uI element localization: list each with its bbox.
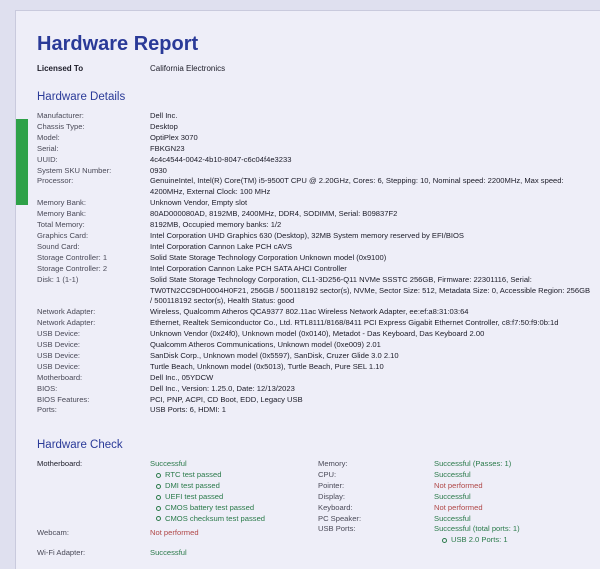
detail-label: Graphics Card:: [37, 230, 89, 240]
detail-label: Motherboard:: [37, 372, 83, 382]
check-status: Successful: [434, 513, 471, 523]
hardware-details-heading: Hardware Details: [37, 91, 126, 103]
detail-label: Storage Controller: 2: [37, 263, 108, 273]
check-right-column: [318, 459, 588, 535]
detail-value: Solid State Storage Technology Corporation, CL1-3D256-Q11 NVMe SSSTC 256GB, Firmware: 22301116, Serial: TW0TN2CC9DH0004H0F21, 256GB / 500118192 sector(s), NVMe, Sector Size: 512, Metadata Size: 0, Accessible Region: 256GB / 500118192 sector(s), Health Status: good: [150, 274, 591, 306]
detail-value: Dell Inc.: [150, 111, 178, 120]
window-accent-strip: [16, 119, 28, 205]
detail-value: Intel Corporation Cannon Lake PCH cAVS: [150, 241, 293, 251]
detail-value: GenuineIntel, Intel(R) Core(TM) i5-9500T CPU @ 2.20GHz, Cores: 6, Stepping: 10, Nominal speed: 2200MHz, Max speed: 4200MHz, External Clock: 100 MHz: [150, 176, 564, 197]
detail-row: [37, 144, 593, 155]
detail-row: [37, 340, 593, 351]
detail-row: [37, 351, 593, 362]
detail-value: Wireless, Qualcomm Atheros QCA9377 802.11ac Wireless Network Adapter, ee:ef:a8:31:03:64: [150, 307, 469, 317]
detail-row: [37, 166, 593, 177]
detail-row: [37, 275, 593, 308]
detail-label: Network Adapter:: [37, 307, 96, 317]
detail-value: Unknown Vendor (0x24f0), Unknown model (0x0140), Metadot - Das Keyboard, Das Keyboard 2.00: [150, 329, 485, 339]
check-label: CPU:: [318, 469, 337, 479]
detail-row: [37, 384, 593, 395]
detail-value: Solid State Storage Technology Corporation Unknown model (0x9100): [150, 252, 387, 262]
check-label: Pointer:: [318, 480, 345, 490]
list-item: CMOS battery test passed: [156, 503, 320, 514]
bullet-icon: [156, 473, 161, 478]
detail-row: [37, 209, 593, 220]
detail-label: Processor:: [37, 176, 74, 186]
bullet-icon: [156, 495, 161, 500]
detail-label: Model:: [37, 132, 60, 142]
detail-value: Dell Inc., 05YDCW: [150, 372, 214, 382]
bullet-icon: [442, 538, 447, 543]
detail-label: Chassis Type:: [37, 121, 85, 131]
detail-label: USB Device:: [37, 329, 81, 339]
check-status: Successful: [434, 491, 471, 501]
check-webcam-status: Not performed: [150, 528, 199, 537]
list-item: CMOS checksum test passed: [156, 514, 320, 525]
licensed-to-value: California Electronics: [150, 64, 226, 73]
check-webcam-label: Webcam:: [37, 528, 69, 537]
licensed-to-label: Licensed To: [37, 64, 84, 73]
detail-value: SanDisk Corp., Unknown model (0x5597), SanDisk, Cruzer Glide 3.0 2.10: [150, 350, 399, 360]
detail-row: [37, 198, 593, 209]
detail-value: 0930: [150, 165, 167, 175]
check-motherboard-block: [150, 459, 320, 524]
check-row: [318, 503, 588, 514]
detail-value: OptiPlex 3070: [150, 132, 198, 142]
detail-row: [37, 362, 593, 373]
detail-row: [37, 122, 593, 133]
check-row: [318, 459, 588, 470]
detail-label: Memory Bank:: [37, 209, 86, 219]
check-label: PC Speaker:: [318, 513, 362, 523]
check-status: Successful (Passes: 1): [434, 459, 512, 468]
detail-label: Ports:: [37, 405, 57, 415]
detail-label: Total Memory:: [37, 220, 85, 230]
detail-row: [37, 155, 593, 166]
hardware-details-table: [37, 111, 593, 416]
detail-label: Network Adapter:: [37, 318, 96, 328]
check-status: Not performed: [434, 480, 483, 490]
detail-value: Unknown Vendor, Empty slot: [150, 198, 248, 208]
check-status: Not performed: [434, 502, 483, 512]
detail-label: Memory Bank:: [37, 198, 86, 208]
check-row: [318, 492, 588, 503]
detail-row: [37, 242, 593, 253]
check-label: Keyboard:: [318, 502, 353, 512]
detail-label: BIOS:: [37, 383, 58, 393]
detail-label: USB Device:: [37, 361, 81, 371]
detail-label: BIOS Features:: [37, 394, 90, 404]
detail-row: [37, 318, 593, 329]
detail-value: Ethernet, Realtek Semiconductor Co., Ltd. RTL8111/8168/8411 PCI Express Gigabit Ethernet Controller, c8:f7:50:f9:0b:1d: [150, 318, 559, 328]
report-page: [15, 10, 600, 569]
detail-value: 8192MB, Occupied memory banks: 1/2: [150, 220, 282, 230]
bullet-icon: [156, 516, 161, 521]
detail-label: System SKU Number:: [37, 165, 112, 175]
check-motherboard-label: Motherboard:: [37, 459, 83, 468]
detail-label: USB Device:: [37, 350, 81, 360]
check-row: [318, 470, 588, 481]
detail-row: [37, 264, 593, 275]
detail-row: [37, 220, 593, 231]
hardware-check-heading: Hardware Check: [37, 439, 123, 451]
detail-label: Disk: 1 (1-1): [37, 274, 79, 284]
detail-value: PCI, PNP, ACPI, CD Boot, EDD, Legacy USB: [150, 394, 303, 404]
detail-value: Dell Inc., Version: 1.25.0, Date: 12/13/2023: [150, 383, 295, 393]
detail-value: Turtle Beach, Unknown model (0x5013), Turtle Beach, Pure SEL 1.10: [150, 361, 384, 371]
detail-row: [37, 253, 593, 264]
motherboard-tests-list: [150, 470, 320, 525]
check-row: [318, 524, 588, 535]
detail-row: [37, 405, 593, 416]
detail-label: UUID:: [37, 154, 58, 164]
detail-label: Serial:: [37, 143, 59, 153]
check-label: USB Ports:: [318, 524, 356, 534]
detail-row: [37, 373, 593, 384]
detail-row: [37, 111, 593, 122]
check-label: Display:: [318, 491, 346, 501]
list-item: DMI test passed: [156, 481, 320, 492]
detail-value: Intel Corporation UHD Graphics 630 (Desktop), 32MB System memory reserved by EFI/BIOS: [150, 230, 464, 240]
detail-label: Sound Card:: [37, 241, 80, 251]
list-item: RTC test passed: [156, 470, 320, 481]
usb-ports-sub: [436, 535, 586, 546]
detail-label: USB Device:: [37, 340, 81, 350]
page-title: Hardware Report: [37, 33, 199, 55]
detail-value: Intel Corporation Cannon Lake PCH SATA AHCI Controller: [150, 263, 347, 273]
check-motherboard-status: Successful: [150, 459, 187, 468]
detail-value: USB Ports: 6, HDMI: 1: [150, 405, 226, 415]
bullet-icon: [156, 484, 161, 489]
check-wifi-status: Successful: [150, 548, 187, 557]
check-row: [318, 514, 588, 525]
detail-label: Manufacturer:: [37, 111, 84, 120]
list-item: USB 2.0 Ports: 1: [442, 535, 586, 546]
detail-row: [37, 329, 593, 340]
check-row: [318, 481, 588, 492]
detail-value: FBKGN23: [150, 143, 185, 153]
check-wifi-label: Wi-Fi Adapter:: [37, 548, 86, 557]
list-item: UEFI test passed: [156, 492, 320, 503]
detail-label: Storage Controller: 1: [37, 252, 108, 262]
detail-row: [37, 395, 593, 406]
bullet-icon: [156, 506, 161, 511]
detail-value: Desktop: [150, 121, 178, 131]
check-status: Successful: [434, 469, 471, 479]
detail-value: 4c4c4544-0042-4b10-8047-c6c04f4e3233: [150, 154, 292, 164]
detail-row: [37, 307, 593, 318]
detail-row: [37, 231, 593, 242]
detail-row: [37, 133, 593, 144]
detail-row: [37, 176, 593, 198]
detail-value: Qualcomm Atheros Communications, Unknown model (0xe009) 2.01: [150, 340, 381, 350]
detail-value: 80AD000080AD, 8192MB, 2400MHz, DDR4, SODIMM, Serial: B09837F2: [150, 209, 398, 219]
check-label: Memory:: [318, 459, 348, 468]
check-status: Successful (total ports: 1): [434, 524, 520, 534]
